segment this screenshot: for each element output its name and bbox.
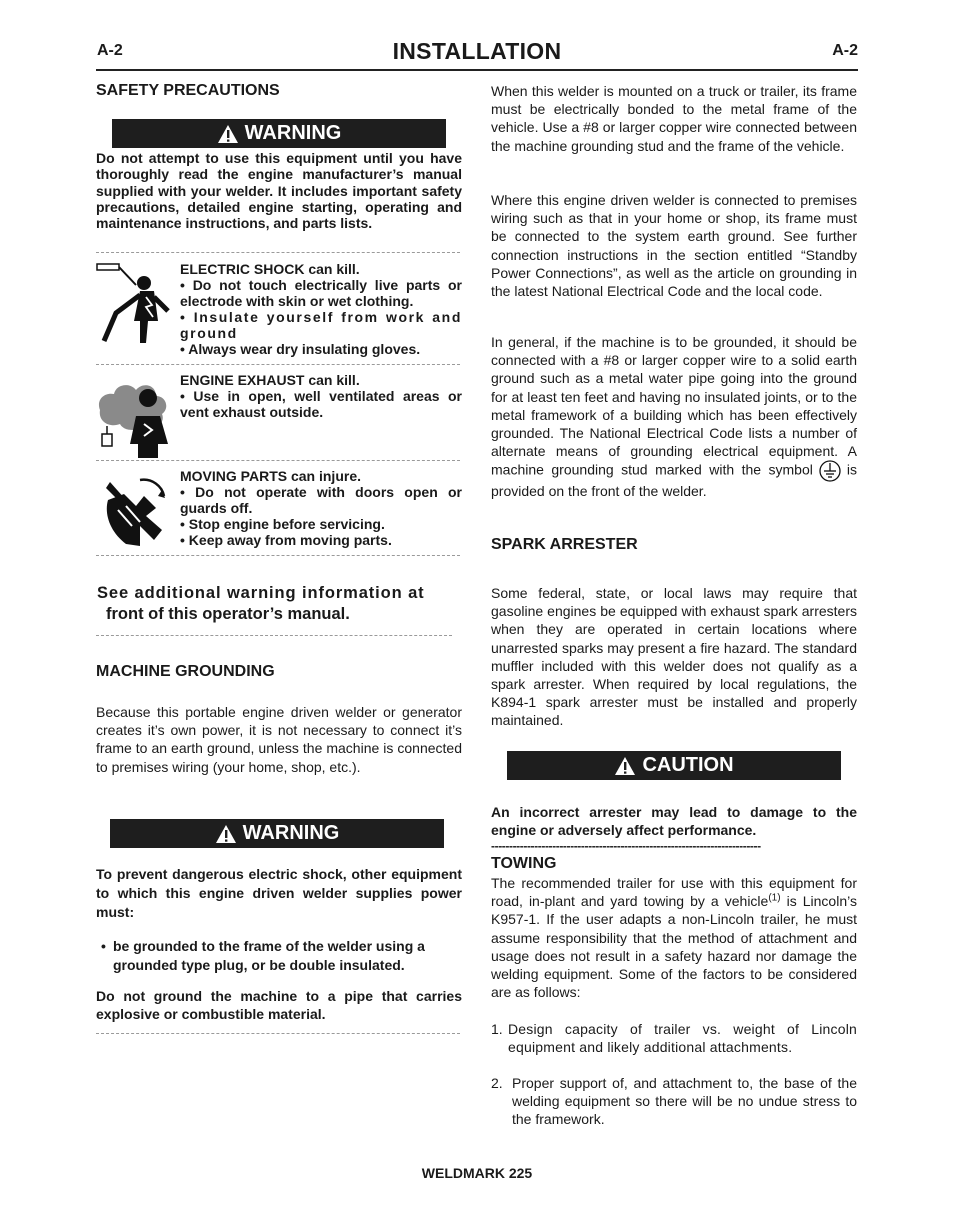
page-number-left: A-2: [97, 42, 123, 59]
warning-triangle-icon: [217, 124, 239, 144]
moving-parts-icon: [96, 470, 174, 554]
engine-exhaust-icon: [96, 374, 174, 458]
see-additional-warning: See additional warning information at front of this operator’s manual.: [97, 584, 425, 623]
caution-text: An incorrect arrester may lead to damage to the engine or adversely affect performance.: [491, 804, 857, 838]
hazard-line: • Keep away from moving parts.: [180, 532, 392, 548]
divider: [96, 364, 460, 365]
hazard-electric-shock: [96, 261, 462, 361]
hazard-line: • Use in open, well ventilated areas or vent exhaust outside.: [180, 388, 462, 420]
electric-shock-icon: [96, 261, 174, 345]
hazard-line: • Do not operate with doors open or guards off.: [180, 484, 462, 516]
divider: [96, 555, 460, 556]
warning-triangle-icon: [614, 756, 636, 776]
hazard-line: • Insulate yourself from work and ground: [180, 309, 462, 341]
divider: [96, 252, 460, 253]
warning-banner-1: [112, 119, 446, 148]
safety-precautions-heading: SAFETY PRECAUTIONS: [96, 82, 280, 99]
divider: [96, 635, 452, 636]
hazard-engine-exhaust: [96, 372, 462, 460]
towing-list-item-2: 2. Proper support of, and attachment to, the base of the welding equipment so there will be no undue stress to the framework.: [491, 1075, 857, 1128]
premises-wiring-paragraph: Where this engine driven welder is connected to premises wiring such as that in your home or shop, its frame must be connected to the system earth ground. See further connection instructions in the section entitled “Standby Power Connections”, as well as the article on grounding in the latest National Electrical Code and the local code.: [491, 192, 857, 300]
divider: [96, 1033, 460, 1034]
warning-bullet: • be grounded to the frame of the welder using a grounded type plug, or be double insulated.: [101, 938, 425, 973]
caution-label: CAUTION: [642, 754, 734, 776]
page-title: INSTALLATION: [392, 38, 562, 64]
hazard-line: • Do not touch electrically live parts or electrode with skin or wet clothing.: [180, 277, 462, 309]
footer-model: WELDMARK 225: [421, 1165, 533, 1181]
spark-arrester-heading: SPARK ARRESTER: [491, 536, 638, 553]
machine-grounding-heading: MACHINE GROUNDING: [96, 663, 275, 680]
warning-text-1: Do not attempt to use this equipment until you have thoroughly read the engine manufacturer’s manual supplied with your welder. It includes important safety precautions, detailed engine starting, operating and maintenance instructions, and parts lists.: [96, 150, 462, 232]
hazard-line: • Always wear dry insulating gloves.: [180, 341, 421, 357]
spark-arrester-text: Some federal, state, or local laws may require that gasoline engines be equipped with exhaust spark arresters when they are operated in certain locations where unarrested sparks may present a fire hazard. The standard muffler included with this welder does not qualify as a spark arrester. When required by local regulations, the K894-1 spark arrester must be installed and properly maintained.: [491, 585, 857, 729]
towing-heading: TOWING: [491, 855, 557, 872]
divider: [96, 460, 460, 461]
hazard-title: ELECTRIC SHOCK can kill.: [180, 261, 360, 277]
towing-list-item-1: 1. Design capacity of trailer vs. weight of Lincoln equipment and likely additional attachments.: [491, 1021, 857, 1056]
hazard-title: ENGINE EXHAUST can kill.: [180, 372, 360, 388]
warning-text-2: To prevent dangerous electric shock, other equipment to which this engine driven welder supplies power must:: [96, 866, 462, 920]
page-number-right: A-2: [832, 42, 858, 59]
hazard-title: MOVING PARTS can injure.: [180, 468, 361, 484]
towing-text: The recommended trailer for use with this equipment for road, in-plant and yard towing by a vehicle$^{(1)}$ is Lincoln’s K957-1. If the user adapts a non-Lincoln trailer, he must assume responsibility that the method of attachment and usage does not result in a safety hazard nor damage the welding equipment. Some of the factors to be considered are as follows:: [491, 875, 857, 1001]
warning-triangle-icon: [215, 824, 237, 844]
truck-bonding-paragraph: When this welder is mounted on a truck or trailer, its frame must be electrically bonded to the metal frame of the vehicle. Use a #8 or larger copper wire connected between the machine grounding stud and the frame of the vehicle.: [491, 83, 857, 154]
ground-symbol-icon: [819, 460, 841, 482]
hazard-moving-parts: [96, 468, 462, 554]
caution-rule: ---------------------------------------------------------------------------: [491, 839, 761, 853]
warning-label: WARNING: [242, 822, 340, 844]
grounding-general-paragraph: In general, if the machine is to be grounded, it should be connected with a #8 or larger copper wire to a solid earth ground such as a metal water pipe going into the ground for at least ten feet and having no insulated joints, or to the metal framework of a building which has been effectively grounded. The National Electrical Code lists a number of alternate means of grounding electrical equipment. A machine grounding stud marked with the symbol is provided on the front of the welder.: [491, 334, 857, 500]
warning-banner-2: [110, 819, 444, 848]
header-rule: [96, 69, 858, 71]
warning-label: WARNING: [244, 122, 342, 144]
warning-final-text: Do not ground the machine to a pipe that carries explosive or combustible material.: [96, 988, 462, 1022]
caution-banner: [507, 751, 841, 780]
hazard-line: • Stop engine before servicing.: [180, 516, 385, 532]
machine-grounding-text: Because this portable engine driven welder or generator creates it’s own power, it is not necessary to connect it’s frame to an earth ground, unless the machine is connected to premises wiring (your home, shop, etc.).: [96, 704, 462, 775]
footnote-marker: (1): [768, 892, 781, 904]
